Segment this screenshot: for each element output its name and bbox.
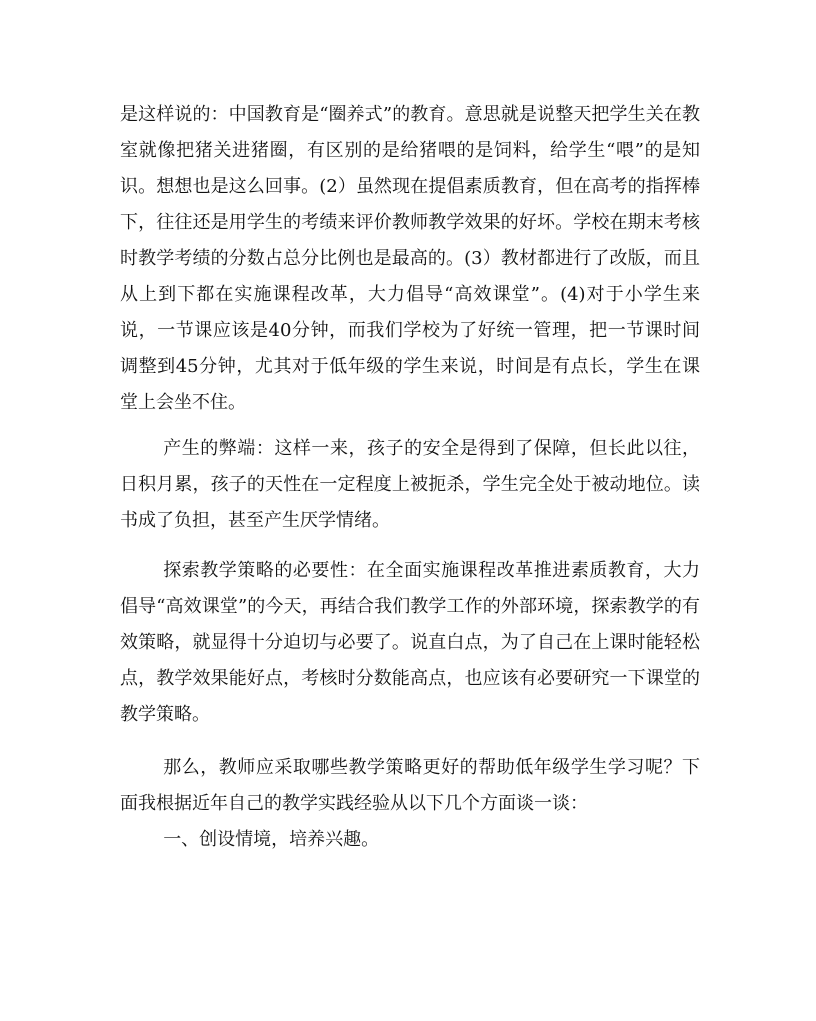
- paragraph-continued: 是这样说的：中国教育是“圈养式”的教育。意思就是说整天把学生关在教室就像把猪关进猪圈，有区别的是给猪喂的是饲料，给学生“喂”的是知识。想想也是这么回事。(2）虽然现在提倡素质教育，但在高考的指挥棒下，往往还是用学生的考绩来评价教师教学效果的好坏。学校在期末考核时教学考绩的分数占总分比例也是最高的。(3）教材都进行了改版，而且从上到下都在实施课程改革，大力倡导“高效课堂”。(4)对于小学生来说，一节课应该是40分钟，而我们学校为了好统一管理，把一节课时间调整到45分钟，尤其对于低年级的学生来说，时间是有点长，学生在课堂上会坐不住。: [120, 104, 700, 413]
- paragraph-necessity: 探索教学策略的必要性：在全面实施课程改革推进素质教育，大力倡导“高效课堂”的今天，再结合我们教学工作的外部环境，探索教学的有效策略，就显得十分迫切与必要了。说直白点，为了自己在上课时能轻松点，教学效果能好点，考核时分数能高点，也应该有必要研究一下课堂的教学策略。: [120, 560, 700, 725]
- paragraph-drawbacks: 产生的弊端：这样一来，孩子的安全是得到了保障，但长此以往，日积月累，孩子的天性在一定程度上被扼杀，学生完全处于被动地位。读书成了负担，甚至产生厌学情绪。: [120, 438, 700, 531]
- document-body: [120, 97, 700, 858]
- paragraph-strategies-intro: 那么，教师应采取哪些教学策略更好的帮助低年级学生学习呢？下面我根据近年自己的教学实践经验从以下几个方面谈一谈：: [120, 757, 700, 814]
- section-heading: 一、创设情境，培养兴趣。: [163, 829, 380, 850]
